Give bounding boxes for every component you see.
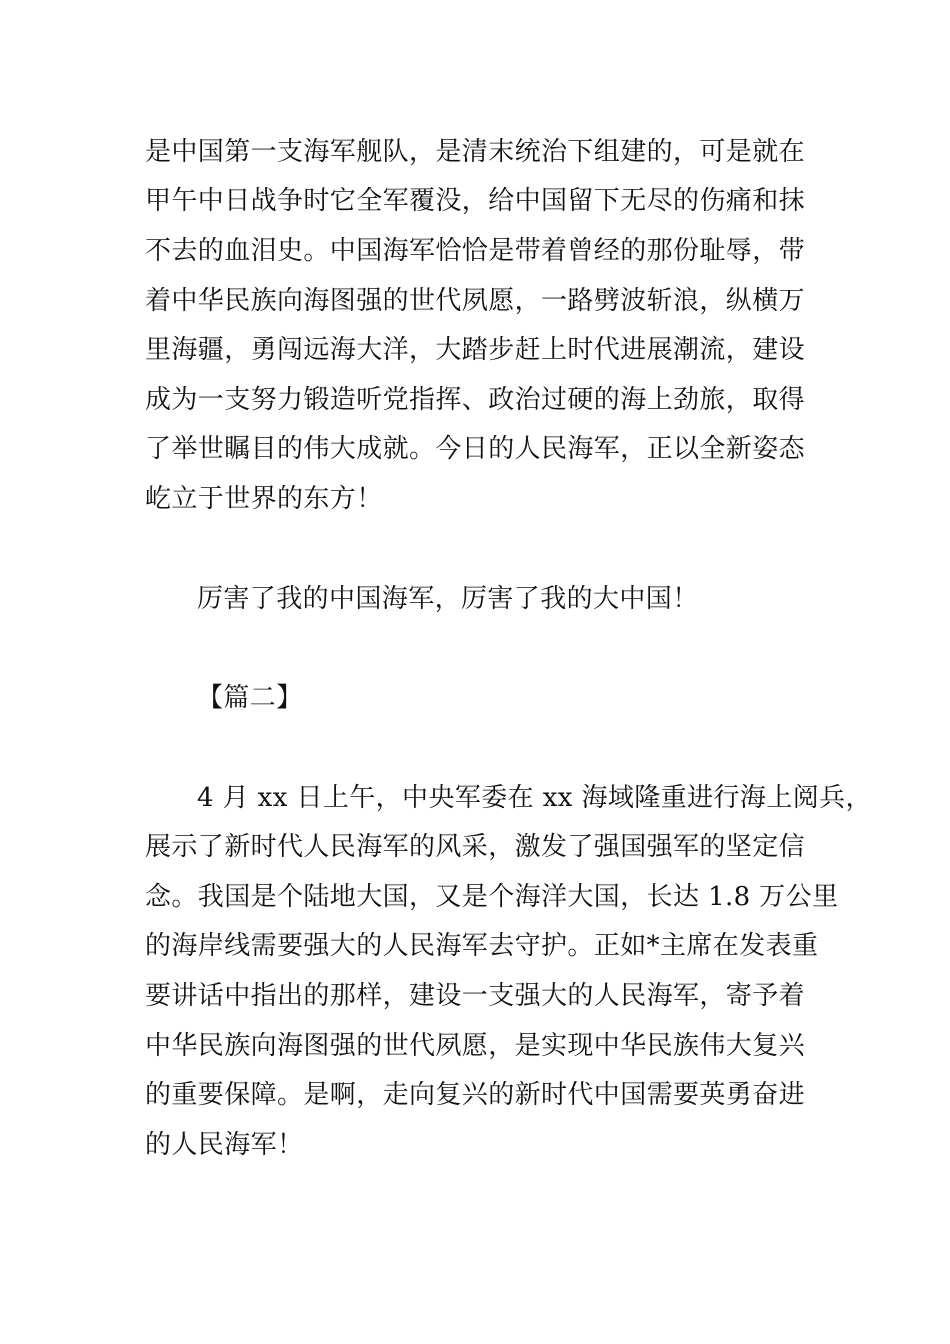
- paragraph-3-line-4: 的海岸线需要强大的人民海军去守护。正如*主席在发表重: [145, 931, 819, 961]
- paragraph-3-line-8: 的人民海军！: [145, 1130, 304, 1160]
- paragraph-1-line-4: 着中华民族向海图强的世代夙愿，一路劈波斩浪，纵横万: [145, 286, 806, 316]
- paragraph-1-line-7: 了举世瞩目的伟大成就。今日的人民海军，正以全新姿态: [145, 434, 806, 464]
- paragraph-2: 厉害了我的中国海军，厉害了我的大中国！: [197, 584, 699, 614]
- paragraph-1-line-1: 是中国第一支海军舰队，是清末统治下组建的，可是就在: [145, 137, 806, 167]
- paragraph-3-line-5: 要讲话中指出的那样，建设一支强大的人民海军，寄予着: [145, 981, 806, 1011]
- paragraph-3-line-6: 中华民族向海图强的世代夙愿，是实现中华民族伟大复兴: [145, 1031, 806, 1061]
- paragraph-3-line-2: 展示了新时代人民海军的风采，激发了强国强军的坚定信: [145, 832, 806, 862]
- paragraph-1-line-2: 甲午中日战争时它全军覆没，给中国留下无尽的伤痛和抹: [145, 186, 806, 216]
- paragraph-1-line-8: 屹立于世界的东方！: [145, 484, 383, 514]
- paragraph-1-line-5: 里海疆，勇闯远海大洋，大踏步赶上时代进展潮流，建设: [145, 335, 806, 365]
- section-heading: 【篇二】: [197, 683, 303, 713]
- paragraph-1-line-3: 不去的血泪史。中国海军恰恰是带着曾经的那份耻辱，带: [145, 236, 806, 266]
- paragraph-1-line-6: 成为一支努力锻造听党指挥、政治过硬的海上劲旅，取得: [145, 385, 806, 415]
- paragraph-3-line-7: 的重要保障。是啊，走向复兴的新时代中国需要英勇奋进: [145, 1080, 806, 1110]
- paragraph-3-line-1: 4 月 xx 日上午，中央军委在 xx 海域隆重进行海上阅兵，: [197, 783, 872, 813]
- paragraph-3-line-3: 念。我国是个陆地大国，又是个海洋大国，长达 1.8 万公里: [145, 882, 839, 912]
